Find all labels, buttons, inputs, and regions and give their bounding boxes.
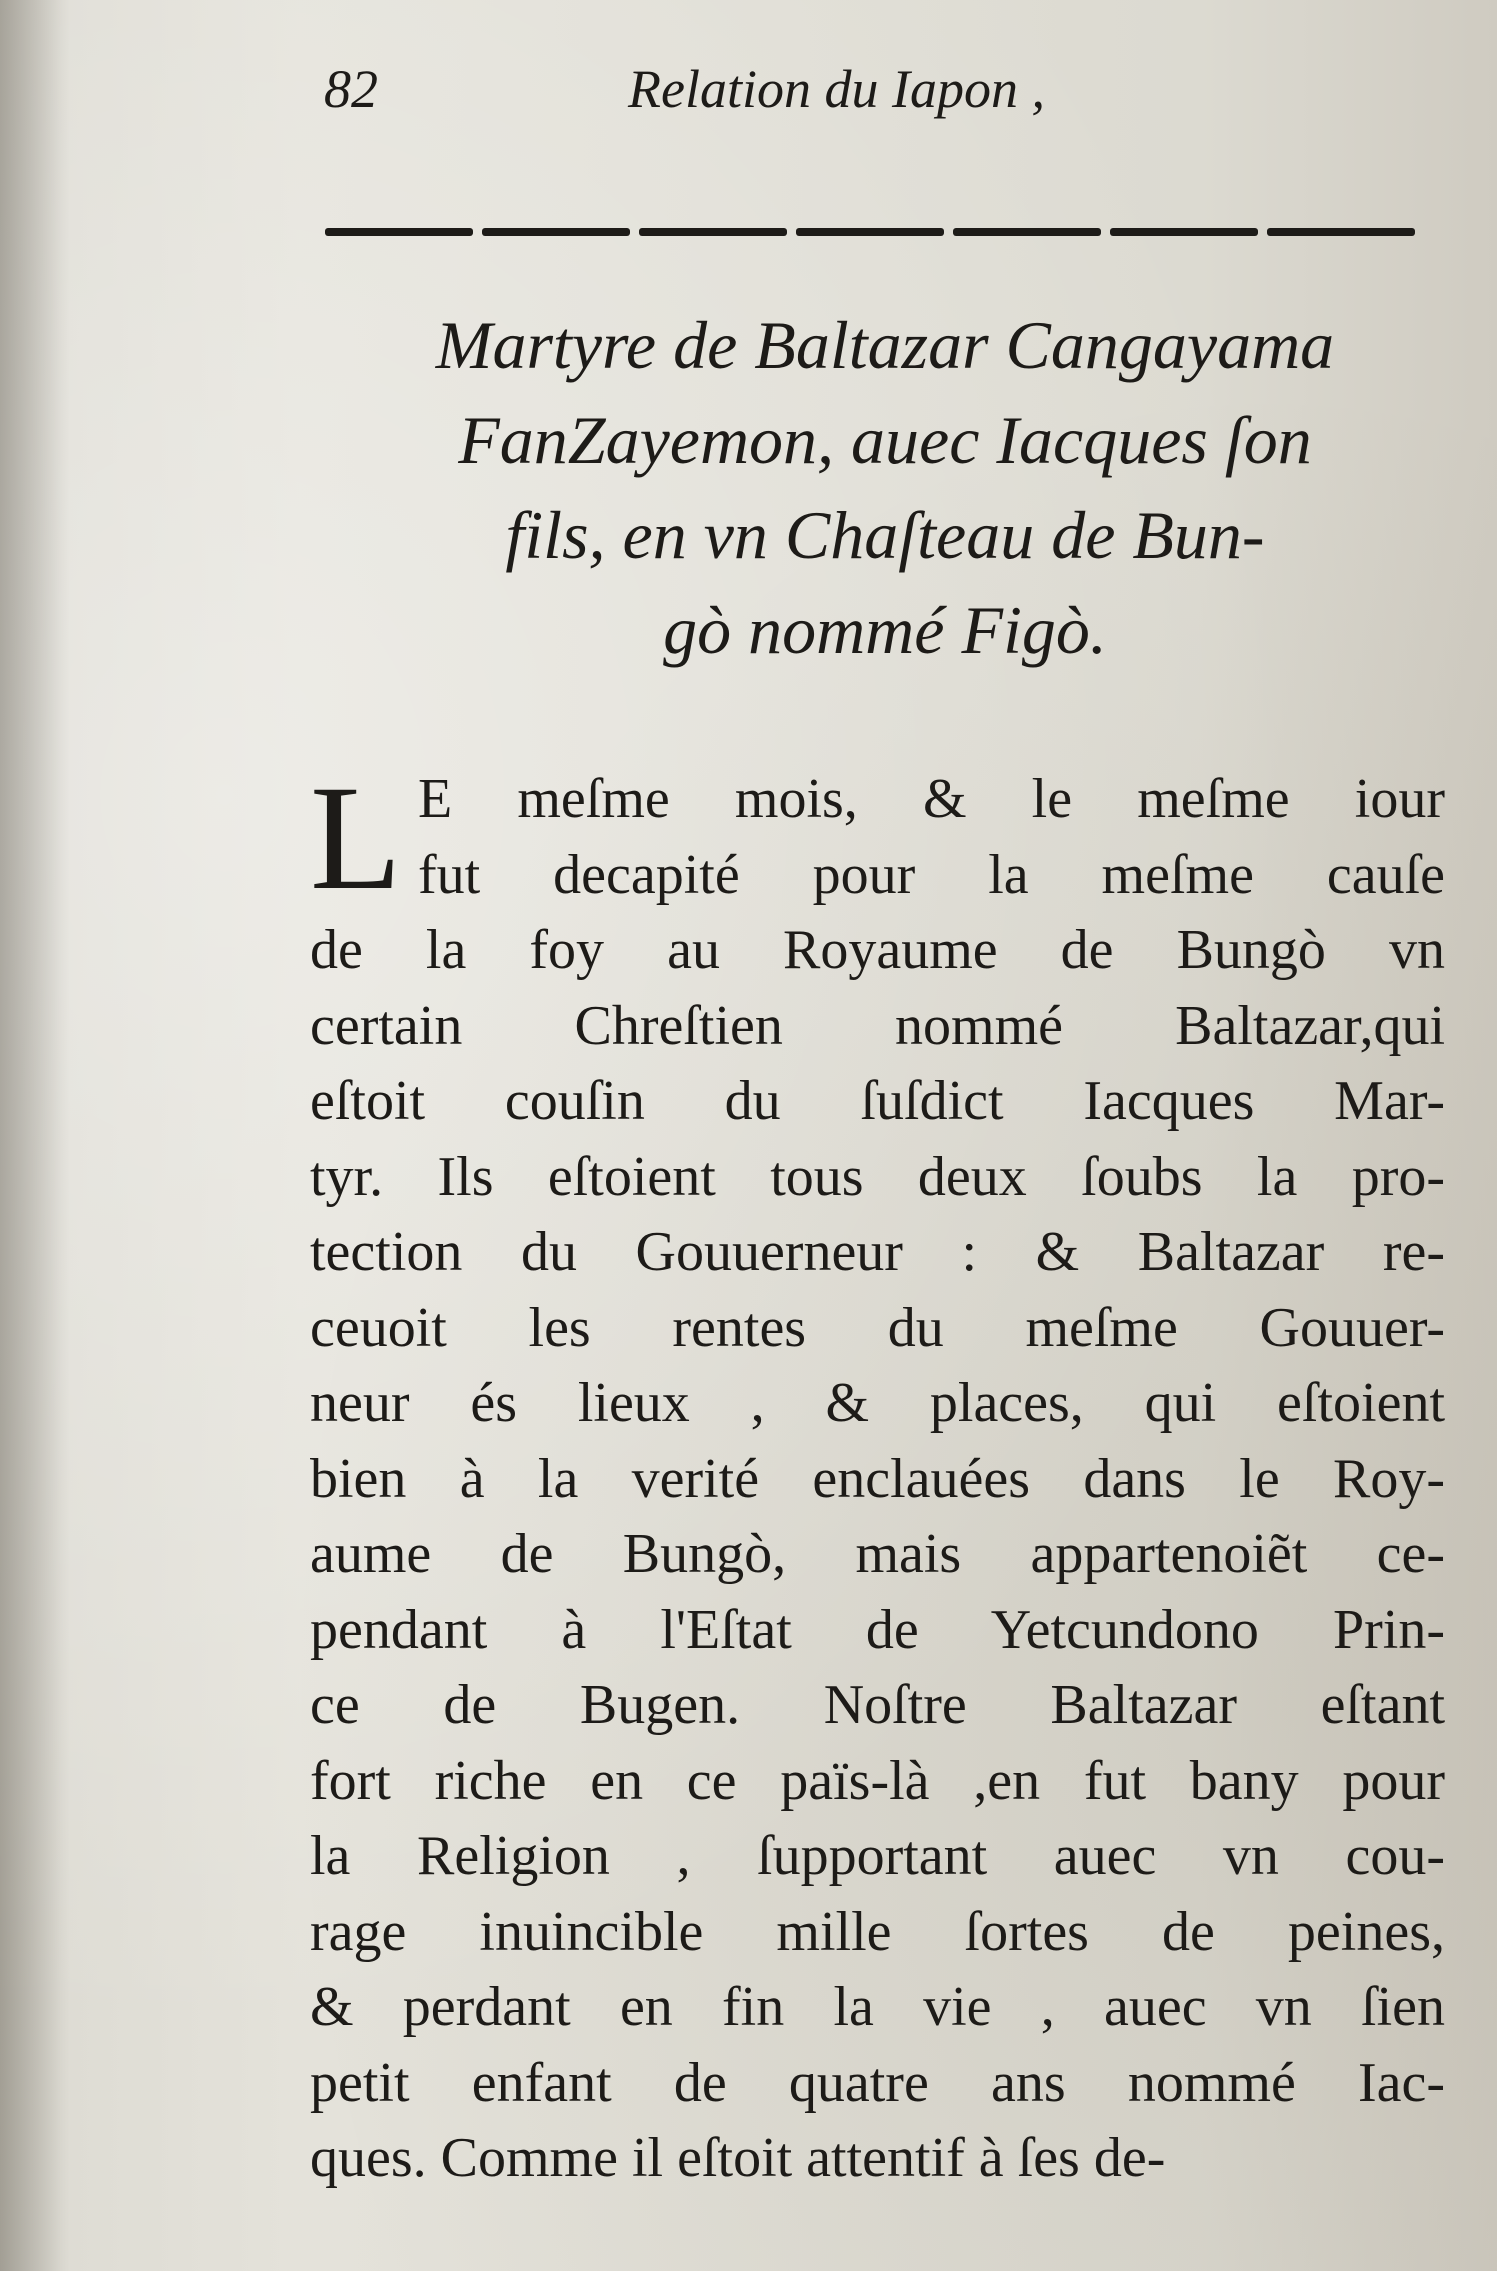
text-line: fort riche en ce païs-là ,en fut bany pour [310,1749,1445,1812]
text-line: ce de Bugen. Noſtre Baltazar eſtant [310,1674,1445,1736]
page-number: 82 [324,59,378,119]
header-rule [325,228,1415,238]
running-title: Relation du Iapon , [628,59,1045,119]
text-line: pendant à l'Eſtat de Yetcundono Prin- [310,1598,1445,1661]
text-line: E meſme mois, & le meſme iour [418,768,1445,830]
text-line: aume de Bungò, mais appartenoiẽt ce- [310,1523,1445,1585]
text-line: petit enfant de quatre ans nommé Iac- [310,2051,1445,2114]
rule-segment [325,228,473,236]
rule-segment [1110,228,1258,236]
drop-cap: L [310,755,402,921]
text-line: la Religion , ſupportant auec vn cou- [310,1825,1445,1887]
text-line: eſtoit couſin du ſuſdict Iacques Mar- [310,1070,1445,1132]
text-line: certain Chreſtien nommé Baltazar,qui [310,994,1445,1057]
text-line: tyr. Ils eſtoient tous deux ſoubs la pro- [310,1145,1445,1208]
rule-segment [796,228,944,236]
text-line: & perdant en fin la vie , auec vn ſien [310,1976,1445,2038]
text-line: neur és lieux , & places, qui eſtoient [310,1372,1445,1434]
chapter-title [330,298,1440,678]
text-line: de la foy au Royaume de Bungò vn [310,919,1445,981]
text-line: bien à la verité enclauées dans le Roy- [310,1447,1445,1510]
text-line: ceuoit les rentes du meſme Gouuer- [310,1296,1445,1359]
rule-segment [482,228,630,236]
chapter-title-line: FanZayemon, auec Iacques ſon [458,402,1312,478]
gutter-shadow [0,0,70,2271]
rule-segment [1267,228,1415,236]
rule-segment [639,228,787,236]
page-header [320,58,1430,128]
text-line: tection du Gouuerneur : & Baltazar re- [310,1221,1445,1283]
body-text [310,755,1445,2197]
rule-segment [953,228,1101,236]
text-line: rage inuincible mille ſortes de peines, [310,1900,1445,1963]
chapter-title-line: gò nommé Figò. [663,592,1107,668]
text-line: ques. Comme il eſtoit attentif à ſes de- [310,2127,1166,2189]
chapter-title-line: fils, en vn Chaſteau de Bun- [505,497,1265,573]
text-line: fut decapité pour la meſme cauſe [418,843,1445,906]
chapter-title-line: Martyre de Baltazar Cangayama [435,307,1335,383]
